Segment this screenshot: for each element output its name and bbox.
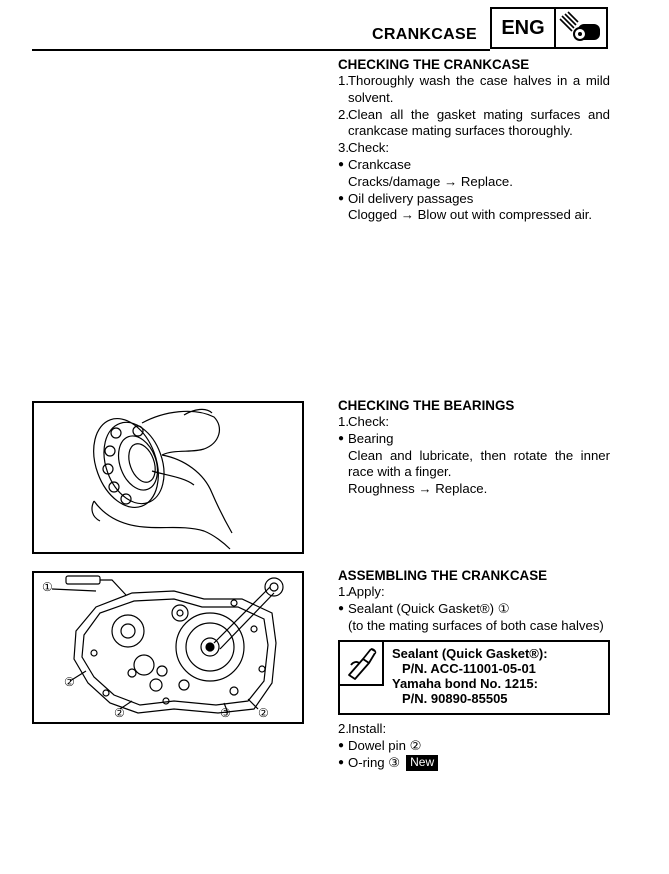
step-text: Install: (348, 721, 387, 736)
crankcase-illustration (34, 573, 302, 722)
check-action: Clean and lubricate, then rotate the inner race with a finger. (348, 447, 610, 480)
engine-icon (556, 9, 606, 47)
step-text: Check: (348, 414, 390, 429)
step: 1. Thoroughly wash the case halves in a mild solvent. (338, 73, 610, 105)
sealant-spec-text: Sealant (Quick Gasket®): P/N. ACC-11001-05-01 Yamaha bond No. 1215: P/N. 90890-85505 (392, 646, 548, 706)
step-text: Check: (348, 140, 390, 156)
apply-item: ● Sealant (Quick Gasket®) ① (338, 600, 510, 616)
check-action: Clogged → Blow out with compressed air. (348, 207, 593, 223)
step: 1. Apply: (338, 584, 610, 601)
callout-2: ② (258, 706, 269, 720)
check-action: Cracks/damage → Replace. (348, 173, 513, 189)
callout-3: ③ (220, 706, 231, 720)
install-section (338, 721, 610, 771)
crankcase-figure (32, 571, 304, 724)
section-title: ASSEMBLING THE CRANKCASE (338, 568, 548, 583)
step: 2. Install: (338, 721, 610, 738)
step-text: Apply: (348, 584, 385, 599)
section-tab (490, 7, 608, 49)
callout-2: ② (114, 706, 125, 720)
checking-bearings-section (338, 397, 610, 498)
checking-crankcase-section (338, 56, 610, 224)
step: 2. Clean all the gasket mating surfaces and crankcase mating surfaces thoroughly. (338, 106, 610, 139)
step-text: Thoroughly wash the case halves in a mild solvent. (348, 73, 610, 105)
bullet-icon: ● (338, 756, 345, 768)
callout-2: ② (64, 675, 75, 689)
assembling-section (338, 567, 610, 634)
header-rule (32, 49, 490, 51)
install-item: ● O-ring ③ New (338, 755, 610, 772)
sealant-spec-box (338, 640, 610, 715)
section-title: CHECKING THE CRANKCASE (338, 57, 530, 72)
install-item: ● Dowel pin ② (338, 737, 422, 753)
check-item: ● Bearing (338, 430, 394, 446)
bullet-icon: ● (338, 432, 345, 444)
bearing-figure (32, 401, 304, 554)
page-title: CRANKCASE (372, 26, 477, 43)
section-label: ENG (492, 9, 556, 47)
new-badge: New (406, 755, 438, 772)
step: 3. Check: (338, 140, 610, 157)
bearing-hand-illustration (34, 403, 302, 552)
section-title: CHECKING THE BEARINGS (338, 398, 515, 413)
sealant-tube-icon (340, 642, 384, 686)
step-text: Clean all the gasket mating surfaces and crankcase mating surfaces thoroughly. (348, 106, 610, 139)
check-item: ● Oil delivery passages (338, 190, 474, 206)
step: 1. Check: (338, 414, 610, 431)
bullet-icon: ● (338, 192, 345, 204)
callout-1: ① (42, 580, 53, 594)
check-item: ● Crankcase (338, 156, 412, 172)
bullet-icon: ● (338, 739, 345, 751)
bullet-icon: ● (338, 158, 345, 170)
check-action: Roughness → Replace. (348, 481, 488, 497)
apply-note: (to the mating surfaces of both case halves) (348, 617, 604, 633)
bullet-icon: ● (338, 602, 345, 614)
